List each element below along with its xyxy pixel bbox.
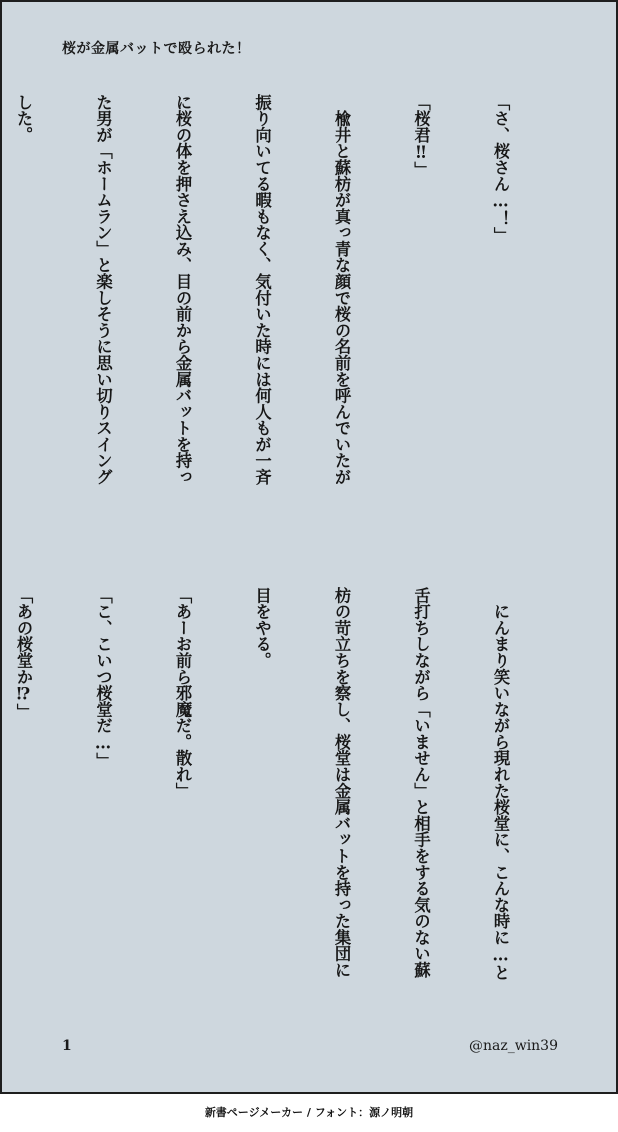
text-column: 舌打ちしながら「いません」と相手をする気のない蘇	[411, 587, 431, 978]
text-block-lower	[0, 587, 566, 1037]
footer-credit: 新書ページメーカー / フォント：源ノ明朝	[204, 1106, 414, 1119]
author-handle: @naz_win39	[468, 1038, 558, 1054]
text-column: 「さ、桜さん…！」	[491, 94, 510, 244]
text-column: た男が「ホームラン」と楽しそうに思い切りスイング	[93, 94, 113, 485]
page-number: 1	[62, 1038, 72, 1054]
text-column: 目をやる。	[252, 587, 272, 669]
text-column: にんまり笑いながら現れた桜堂に、こんな時に…と	[491, 587, 510, 981]
page-title: 桜が金属バットで殴られた！	[62, 41, 251, 57]
text-column: 「あの桜堂か⁉︎」	[14, 587, 33, 721]
page-sheet	[2, 2, 616, 1092]
text-column: 「桜君‼︎」	[411, 94, 431, 179]
text-column: 楡井と蘇枋が真っ青な顔で桜の名前を呼んでいたが	[332, 94, 351, 485]
text-column: 「あーお前ら邪魔だ。散れ」	[173, 587, 192, 799]
text-column: 「こ、こいつ桜堂だ…」	[93, 587, 113, 769]
text-column: に桜の体を押さえ込み、目の前から金属バットを持っ	[173, 94, 192, 485]
text-column: 振り向いてる暇もなく、気付いた時には何人もが一斉	[252, 94, 272, 485]
text-column: 枋の苛立ちを察し、桜堂は金属バットを持った集団に	[332, 587, 351, 978]
text-block-upper	[0, 94, 566, 544]
text-column: した。	[14, 94, 33, 143]
